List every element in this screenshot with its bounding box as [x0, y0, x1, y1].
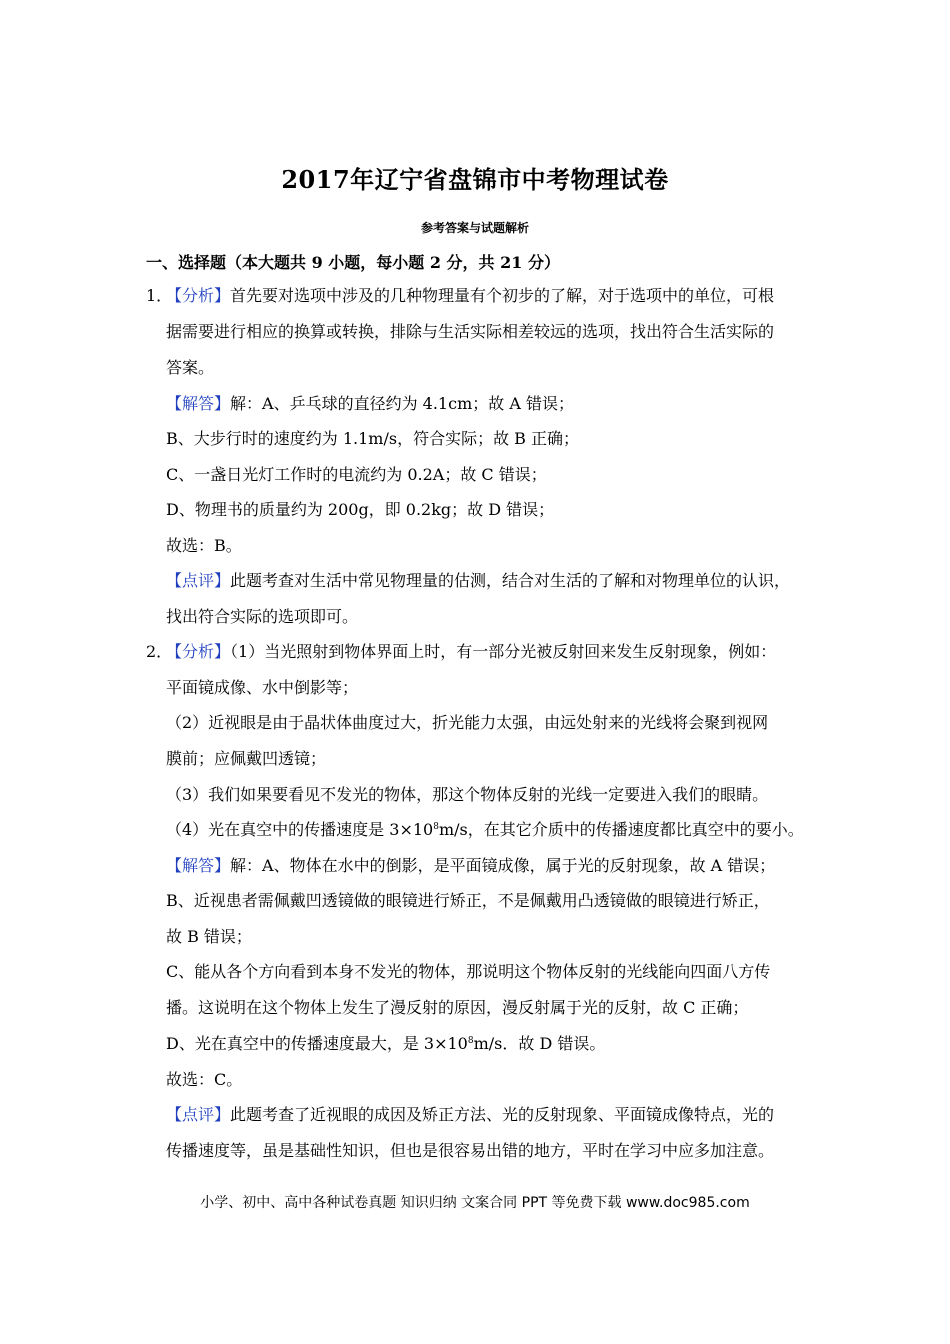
q1-analysis-line-2: 据需要进行相应的换算或转换，排除与生活实际相差较远的选项，找出符合生活实际的 [166, 322, 775, 341]
q2-answer-line-2: B、近视患者需佩戴凹透镜做的眼镜进行矫正，不是佩戴用凸透镜做的眼镜进行矫正， [166, 891, 770, 910]
page-subtitle: 参考答案与试题解析 [420, 221, 529, 235]
comment-tag: 【点评】 [166, 571, 231, 590]
q2-analysis-line-2: 平面镜成像、水中倒影等； [166, 678, 359, 697]
q2-answer-line-5: 播。这说明在这个物体上发生了漫反射的原因，漫反射属于光的反射，故 C 正确； [166, 998, 749, 1017]
analysis-tag: 【分析】 [166, 642, 231, 661]
q2-answer-line-6: D、光在真空中的传播速度最大，是 $3\times 10^8m/s$．故 D 错误。 [166, 1034, 606, 1053]
q2-answer-line-3: 故 B 错误； [166, 927, 252, 946]
q2-analysis-line-1: 【分析】（1）当光照射到物体界面上时，有一部分光被反射回来发生反射现象，例如： [166, 642, 777, 661]
answer-tag: 【解答】 [166, 856, 231, 875]
q1-answer-line-4: D、物理书的质量约为 200g，即 0.2kg；故 D 错误； [166, 500, 555, 519]
q2-comment-line-2: 传播速度等，虽是基础性知识，但也是很容易出错的地方，平时在学习中应多加注意。 [166, 1141, 775, 1160]
q1-analysis-line-1: 【分析】首先要对选项中涉及的几种物理量有个初步的了解，对于选项中的单位，可根 [166, 286, 775, 305]
q2-answer-line-4: C、能从各个方向看到本身不发光的物体，那说明这个物体反射的光线能向四面八方传 [166, 962, 771, 981]
q1-choice: 故选：B。 [166, 536, 242, 555]
q2-analysis-line-5: （3）我们如果要看见不发光的物体，那这个物体反射的光线一定要进入我们的眼睛。 [166, 785, 769, 804]
q2-analysis-line-4: 膜前；应佩戴凹透镜； [166, 749, 327, 768]
q2-analysis-line-6: （4）光在真空中的传播速度是 $3\times 10^8m/s$，在其它介质中的传播速度都比真空中的要小。 [166, 820, 804, 839]
q1-answer-line-2: B、大步行时的速度约为 1.1m/s，符合实际；故 B 正确； [166, 429, 579, 448]
q1-analysis-line-3: 答案。 [166, 358, 215, 377]
page-title: 2017年辽宁省盘锦市中考物理试卷 [281, 165, 669, 194]
q2-answer-line-1: 【解答】解：A、物体在水中的倒影，是平面镜成像，属于光的反射现象，故 A 错误； [166, 856, 776, 875]
section-heading: 一、选择题（本大题共 9 小题，每小题 2 分，共 21 分） [146, 253, 560, 272]
question-1-number: 1． [146, 286, 173, 305]
q2-analysis-line-3: （2）近视眼是由于晶状体曲度过大，折光能力太强，由远处射来的光线将会聚到视网 [166, 713, 769, 732]
answer-tag: 【解答】 [166, 394, 231, 413]
q1-comment-line-2: 找出符合实际的选项即可。 [166, 607, 359, 626]
q2-comment-line-1: 【点评】此题考查了近视眼的成因及矫正方法、光的反射现象、平面镜成像特点，光的 [166, 1105, 775, 1124]
comment-tag: 【点评】 [166, 1105, 231, 1124]
q2-choice: 故选：C。 [166, 1070, 243, 1089]
q1-comment-line-1: 【点评】此题考查对生活中常见物理量的估测，结合对生活的了解和对物理单位的认识， [166, 571, 791, 590]
analysis-tag: 【分析】 [166, 286, 231, 305]
q1-answer-line-1: 【解答】解：A、乒乓球的直径约为 4.1cm；故 A 错误； [166, 394, 574, 413]
footer-text: 小学、初中、高中各种试卷真题 知识归纳 文案合同 PPT 等免费下载 www.doc985.com [200, 1195, 750, 1211]
question-2-number: 2． [146, 642, 173, 661]
q1-answer-line-3: C、一盏日光灯工作时的电流约为 0.2A；故 C 错误； [166, 465, 547, 484]
